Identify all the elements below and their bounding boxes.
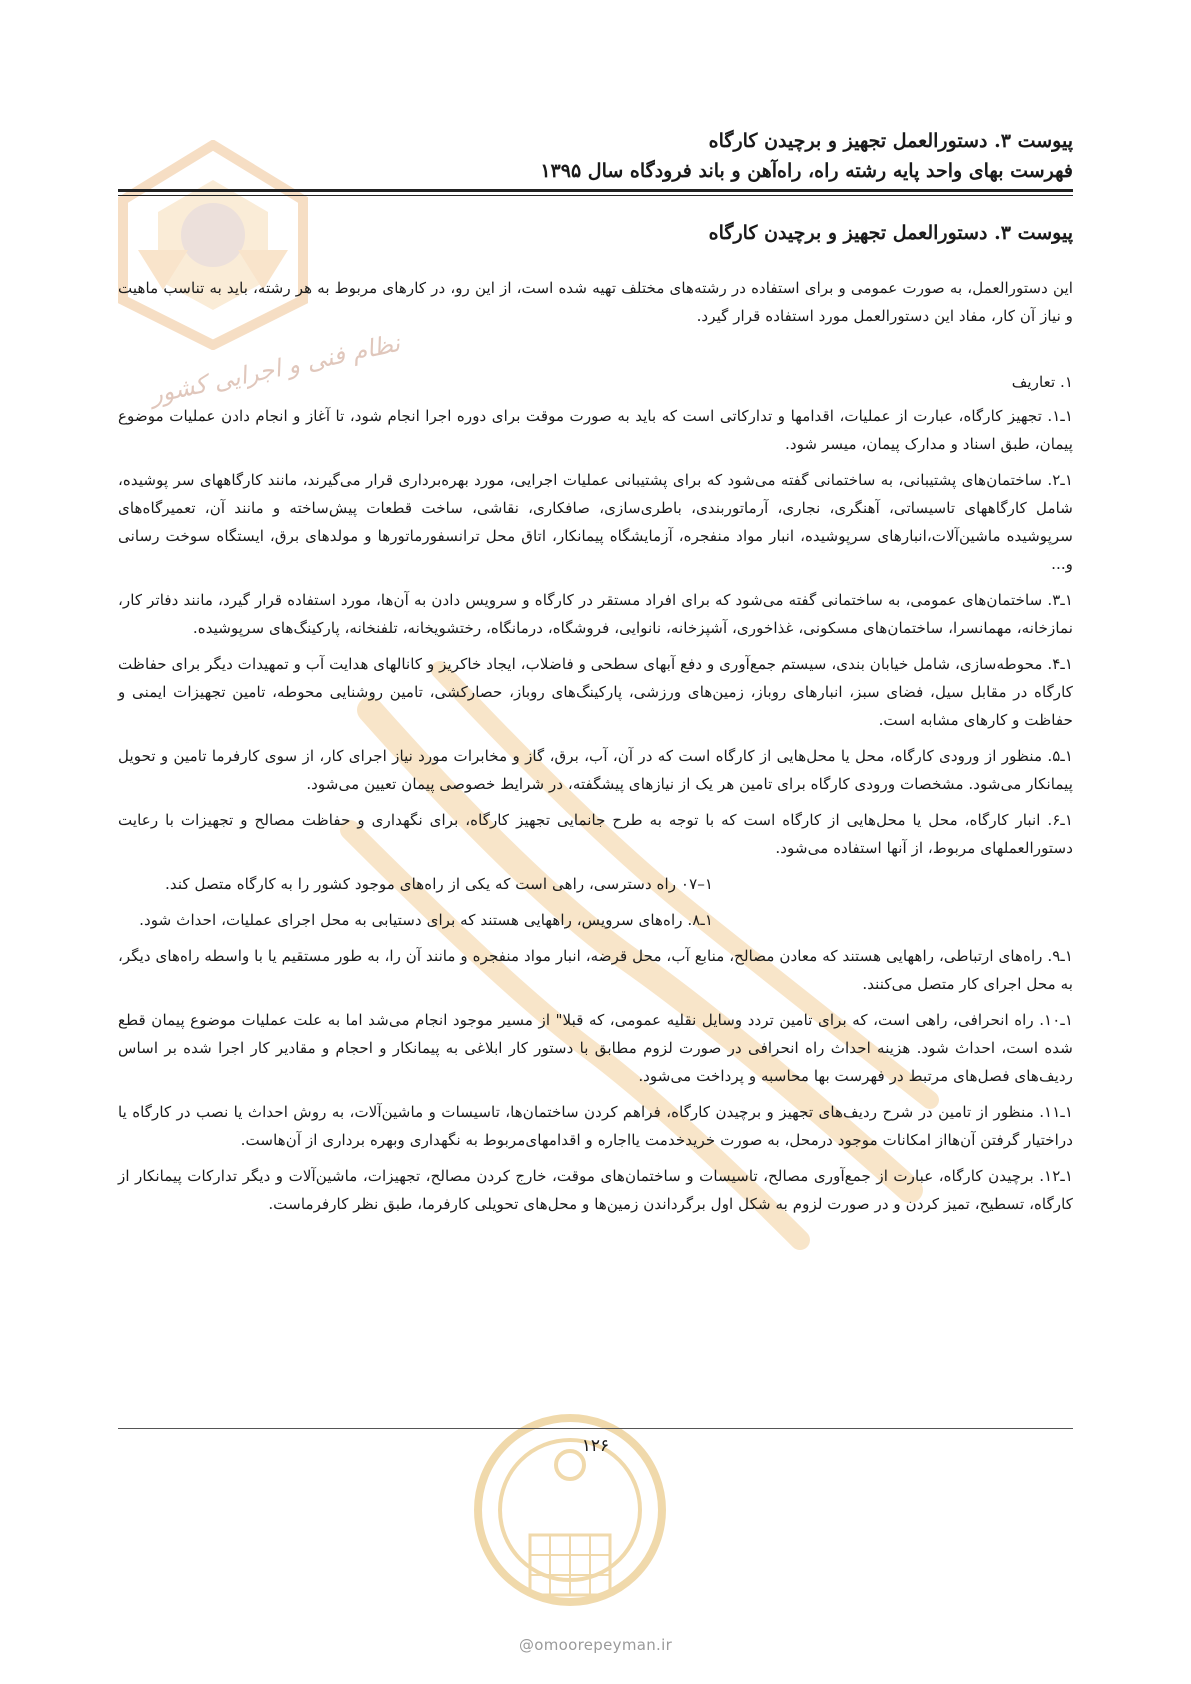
definition-item: ۱ـ۱۰. راه انحرافی، راهی است، که برای تامین تردد وسایل نقلیه عمومی، که قبلا" از مسیر موجود انجام می‌شد اما به علت عملیات موضوع پیمان قطع شده است، احداث شود. هزینه احداث راه انحرافی در صورت لزوم مطابق با دستور کار ابلاغی به پیمانکار و احجام و مقادیر کار اجرا شده بر اساس ردیف‌های فصل‌های مرتبط در فهرست بها محاسبه و پرداخت می‌شود.: [118, 1011, 1073, 1085]
definition-item: ۱–۰۷ راه دسترسی، راهی است که یکی از راه‌های موجود کشور را به کارگاه متصل کند.: [165, 875, 713, 893]
definition-item: ۱ـ۴. محوطه‌سازی، شامل خیابان بندی، سیستم جمع‌آوری و دفع آبهای سطحی و فاضلاب، ایجاد خاکریز و کانالهای هدایت آب و تمهیدات دیگر برای حفاظت کارگاه در مقابل سیل، فضای سبز، انبارهای روباز، زمین‌های ورزشی، پارکینگ‌های روباز، حصارکشی، تامین روشنایی محوطه، تامین تجهیزات ایمنی و حفاظت و کارهای مشابه است.: [118, 655, 1073, 729]
site-watermark: @omoorepeyman.ir: [518, 1636, 673, 1654]
definition-item: ۱ـ۱. تجهیز کارگاه، عبارت از عملیات، اقدامها و تدارکاتی است که باید به صورت موقت برای دوره اجرا انجام شود، تا آغاز و انجام دادن عملیات موضوع پیمان، طبق اسناد و مدارک پیمان، میسر شود.: [118, 407, 1073, 453]
header-rule-thin: [118, 195, 1073, 196]
definition-item: ۱ـ۸. راه‌های سرویس، راههایی هستند که برای دستیابی به محل اجرای عملیات، احداث شود.: [139, 911, 713, 929]
seal-watermark: [470, 1395, 670, 1625]
logo-watermark-text: نظام فنی و اجرایی کشور: [147, 328, 403, 410]
intro-paragraph: این دستورالعمل، به صورت عمومی و برای استفاده در رشته‌های مختلف تهیه شده است، از این رو، در کارهای مربوط به هر رشته، باید به تناسب ماهیت و نیاز آن کار، مفاد این دستورالعمل مورد استفاده قرار گیرد.: [118, 279, 1073, 325]
running-header: [540, 126, 1073, 186]
definition-item: ۱ـ۳. ساختمان‌های عمومی، به ساختمانی گفته می‌شود که برای افراد مستقر در کارگاه و سرویس دادن به آن‌ها، مورد استفاده قرار گیرد، مانند دفاتر کار، نمازخانه، مهمانسرا، ساختمان‌های مسکونی، غذاخوری، آشپزخانه، نانوایی، فروشگاه، درمانگاه، رختشویخانه، تلفنخانه، پارکینگ‌های سرپوشیده.: [118, 591, 1073, 637]
definition-item: ۱ـ۹. راه‌های ارتباطی، راههایی هستند که معادن مصالح، منابع آب، محل قرضه، انبار مواد منفجره و مانند آن را، به طور مستقیم یا با واسطه راه‌های دیگر، به محل اجرای کار متصل می‌کنند.: [118, 947, 1073, 993]
definition-item: ۱ـ۶. انبار کارگاه، محل یا محل‌هایی از کارگاه است که با توجه به طرح جانمایی تجهیز کارگاه، برای نگهداری و حفاظت مصالح و تجهیزات با رعایت دستورالعملهای مربوط، از آنها استفاده می‌شود.: [118, 811, 1073, 857]
page-number: ۱۲۶: [581, 1436, 610, 1456]
site-url: omoorepeyman.ir: [534, 1636, 673, 1654]
definition-item: ۱ـ۲. ساختمان‌های پشتیبانی، به ساختمانی گفته می‌شود که برای پشتیبانی عملیات اجرایی، مورد بهره‌برداری قرار می‌گیرند، مانند کارگاههای سر پوشیده، شامل کارگاههای تاسیساتی، آهنگری، نجاری، آرماتوربندی، باطری‌سازی، صافکاری، نقاشی، ساخت قطعات پیش‌ساخته و مانند آن، تعمیرگاه‌های سرپوشیده ماشین‌آلات،انبارهای سرپوشیده، انبار مواد منفجره، آزمایشگاه پیمانکار، اتاق محل ترانسفورماتورها و مولدهای برق، ایستگاه سوخت رسانی و...: [118, 471, 1073, 573]
header-appendix-title: پیوست ۳. دستورالعمل تجهیز و برچیدن کارگاه: [708, 130, 1073, 152]
definition-item: ۱ـ۵. منظور از ورودی کارگاه، محل یا محل‌هایی از کارگاه است که در آن، آب، برق، گاز و مخابرات مورد نیاز اجرای کار، از سوی کارفرما تامین و تحویل پیمانکار می‌شود. مشخصات ورودی کارگاه برای تامین هر یک از نیازهای پیشگفته، در شرایط خصوصی پیمان تعیین می‌شود.: [118, 747, 1073, 793]
definition-item: ۱ـ۱۲. برچیدن کارگاه، عبارت از جمع‌آوری مصالح، تاسیسات و ساختمان‌های موقت، خارج کردن مصالح، تجهیزات، ماشین‌آلات و دیگر تدارکات پیمانکار از کارگاه، تسطیح، تمیز کردن و در صورت لزوم به شکل اول برگرداندن زمین‌ها و محل‌های تحویلی کارفرما، طبق نظر کارفرماست.: [118, 1167, 1073, 1213]
definition-item: ۱ـ۱۱. منظور از تامین در شرح ردیف‌های تجهیز و برچیدن کارگاه، فراهم کردن ساختمان‌ها، تاسیسات و ماشین‌آلات، به روش احداث یا نصب در کارگاه یا دراختیار گرفتن آن‌هااز امکانات موجود درمحل، به صورت خریدخدمت یااجاره و اقدامهای‌مربوط به نگهداری وبهره برداری از آن‌هاست.: [118, 1103, 1073, 1149]
header-book-title: فهرست بهای واحد پایه رشته راه، راه‌آهن و باند فرودگاه سال ۱۳۹۵: [540, 160, 1073, 182]
header-rule-thick: [118, 189, 1073, 192]
definitions-heading: ۱. تعاریف: [1011, 373, 1073, 391]
section-title: پیوست ۳. دستورالعمل تجهیز و برچیدن کارگاه: [708, 222, 1073, 244]
body-text: [118, 274, 1073, 1226]
footer-rule: [118, 1428, 1073, 1429]
